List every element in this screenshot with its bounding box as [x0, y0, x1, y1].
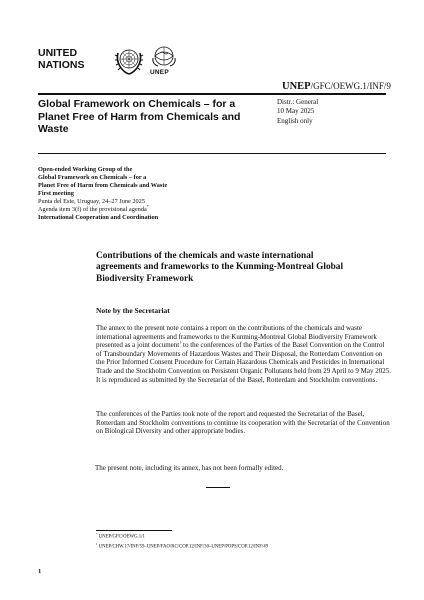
paragraph-1-part-b: to the conferences of the Parties of the Basel Convention on the Control of Transboundary Movements of Hazardous Wastes and Their Disposal, the Rotterdam Convention on the Prior Informed Consent Procedure for Certain Hazardous Chemicals and Pesticides in International Trade and the Stockholm Convention on Persistent Organic Pollutants held from 29 April to 9 May 2025. It is reproduced as submitted by the Secretariat of the Basel, Rotterdam and Stockholm conventions. [96, 341, 391, 384]
issue-date: 10 May 2025 [277, 107, 315, 115]
meeting-line5: Punta del Este, Uruguay, 24–27 June 2025 [38, 198, 145, 205]
organization-name-line2: NATIONS [38, 59, 85, 71]
header-rule [38, 93, 386, 95]
meeting-line6 [38, 206, 298, 214]
language-note: English only [277, 117, 313, 125]
agenda-item-text: Agenda item 3(f) of the provisional agenda [38, 206, 147, 213]
footnote-mark-star: * [146, 204, 149, 209]
unep-label: UNEP [150, 69, 169, 76]
meeting-block [38, 166, 298, 222]
document-title: Contributions of the chemicals and waste international agreements and frameworks to the Kunming-Montreal Global Biodiversity Framework [96, 251, 344, 284]
paragraph-1 [96, 324, 392, 384]
footnote-2-mark: 1 [96, 542, 98, 546]
meeting-line2: Global Framework on Chemicals – for a [38, 174, 147, 181]
footnote-2 [96, 544, 268, 551]
header-bottom-rule [38, 153, 386, 154]
organization-name-line1: UNITED [38, 47, 78, 59]
framework-title: Global Framework on Chemicals – for a Planet Free of Harm from Chemicals and Waste [38, 98, 241, 135]
document-symbol-prefix: UNEP [282, 81, 311, 92]
page-number: 1 [38, 568, 42, 575]
note-heading: Note by the Secretariat [96, 306, 170, 315]
meeting-line1: Open-ended Working Group of the [38, 166, 133, 173]
paragraph-2: The conferences of the Parties took note of the report and requested the Secretariat of the Basel, Rotterdam and Stockholm conventions to continue its cooperation with the Secretariat of the Convention on Biological Diversity and other appropriate bodies. [96, 410, 390, 436]
footnote-rule [96, 530, 172, 531]
distribution-block [277, 98, 318, 116]
document-symbol-rest: /GFC/OEWG.1/INF/9 [310, 81, 391, 91]
meeting-line4: First meeting [38, 190, 74, 197]
footnote-mark-1: 1 [179, 339, 182, 345]
meeting-line7: International Cooperation and Coordination [38, 214, 159, 221]
paragraph-1-part-a: The annex to the present note contains a report on the contributions of the chemicals and waste international agreements and frameworks to the Kunming-Montreal Global Biodiversity Framework presented as a joint document [96, 324, 377, 350]
document-symbol [282, 81, 391, 92]
footnote-1 [96, 534, 145, 541]
footnote-2-text: UNEP/CHW.17/INF/59–UNEP/FAO/RC/COP.12/INF/30–UNEP/POPS/COP.12/INF/49 [97, 544, 269, 550]
organization-name [38, 47, 84, 71]
un-emblem-icon [113, 45, 145, 79]
meeting-line3: Planet Free of Harm from Chemicals and Waste [38, 182, 168, 189]
unep-emblem-icon [150, 44, 178, 68]
footnote-1-text: UNEP/GFC/OEWG.1/1 [97, 534, 145, 540]
end-rule [206, 487, 230, 488]
distribution-label: Distr.: General [277, 98, 319, 106]
footnote-1-mark: * [96, 532, 98, 536]
formal-edit-note: The present note, including its annex, has not been formally edited. [95, 464, 284, 472]
